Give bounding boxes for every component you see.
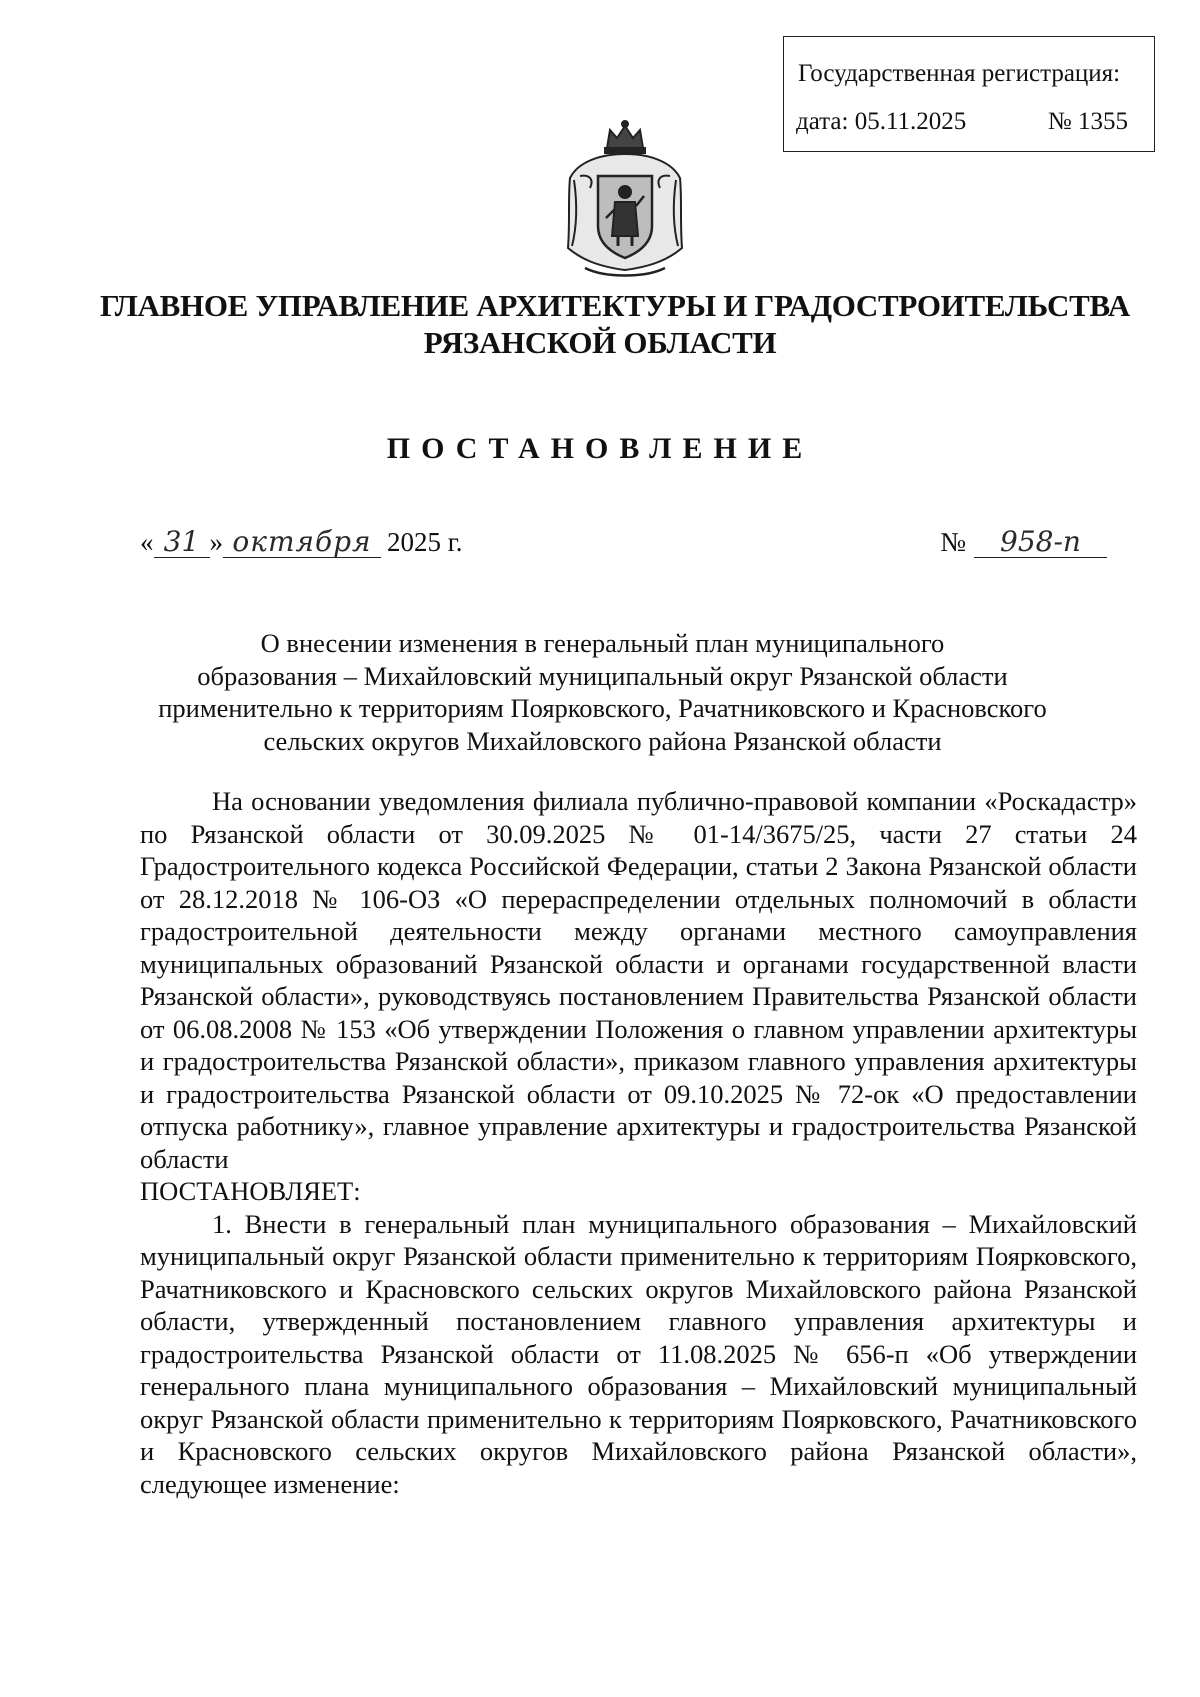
organization-title-line1: ГЛАВНОЕ УПРАВЛЕНИЕ АРХИТЕКТУРЫ И ГРАДОСТРОИТЕЛЬСТВА bbox=[100, 288, 1131, 323]
registration-date: дата: 05.11.2025 bbox=[796, 108, 967, 135]
subject-line2: образования – Михайловский муниципальный округ Рязанской области bbox=[197, 660, 1008, 691]
registration-stamp bbox=[783, 36, 1155, 152]
date-day: 31 bbox=[154, 527, 210, 558]
organization-title bbox=[100, 287, 1131, 361]
document-body bbox=[140, 785, 1137, 1500]
body-paragraph-item1: 1. Внести в генеральный план муниципального образования – Михайловский муниципальный округ Рязанской области применительно к территориям Поярковского, Рачатниковского и Красновского сельских округов Михайловского района Рязанской области, утвержденный постановлением главного управления архитектуры и градостроительства Рязанской области от 11.08.2025 № 656-п «Об утверждении генерального плана муниципального образования – Михайловский муниципальный округ Рязанской области применительно к территориям Поярковского, Рачатниковского и Красновского сельских округов Михайловского района Рязанской области», следующее изменение: bbox=[140, 1208, 1137, 1499]
date-close-quote: » bbox=[209, 527, 223, 557]
body-decree-word: ПОСТАНОВЛЯЕТ: bbox=[140, 1176, 361, 1206]
registration-title: Государственная регистрация: bbox=[798, 60, 1121, 87]
document-date bbox=[140, 527, 463, 558]
subject-line3: применительно к территориям Поярковского, Рачатниковского и Красновского bbox=[158, 693, 1047, 723]
date-year: 2025 г. bbox=[387, 527, 463, 557]
document-type: ПОСТАНОВЛЕНИЕ bbox=[386, 432, 814, 465]
ryazan-coat-of-arms-icon bbox=[560, 118, 690, 288]
body-paragraph-basis: На основании уведомления филиала публично-правовой компании «Роскадастр» по Рязанской области от 30.09.2025 № 01-14/3675/25, части 27 статьи 24 Градостроительного кодекса Российской Федерации, статьи 2 Закона Рязанской области от 28.12.2018 № 106-ОЗ «О перераспределении отдельных полномочий в области градостроительной деятельности между органами местного самоуправления муниципальных образований Рязанской области и органами государственной власти Рязанской области», руководствуясь постановлением Правительства Рязанской области от 06.08.2008 № 153 «Об утверждении Положения о главном управлении архитектуры и градостроительства Рязанской области», приказом главного управления архитектуры и градостроительства Рязанской области от 09.10.2025 № 72-ок «О предоставлении отпуска работнику», главное управление архитектуры и градостроительства Рязанской области bbox=[140, 786, 1137, 1174]
subject-line1: О внесении изменения в генеральный план муниципального bbox=[260, 628, 945, 658]
organization-title-line2: РЯЗАНСКОЙ ОБЛАСТИ bbox=[423, 325, 777, 360]
date-month: октября bbox=[223, 527, 381, 558]
document-number-value: 958-п bbox=[974, 527, 1107, 558]
date-open-quote: « bbox=[140, 527, 154, 557]
document-number-label: № bbox=[940, 527, 966, 557]
subject-line4: сельских округов Михайловского района Рязанской области bbox=[263, 725, 942, 756]
document-subject bbox=[140, 627, 1065, 757]
document-number bbox=[940, 527, 1107, 558]
registration-number: № 1355 bbox=[1047, 108, 1128, 135]
